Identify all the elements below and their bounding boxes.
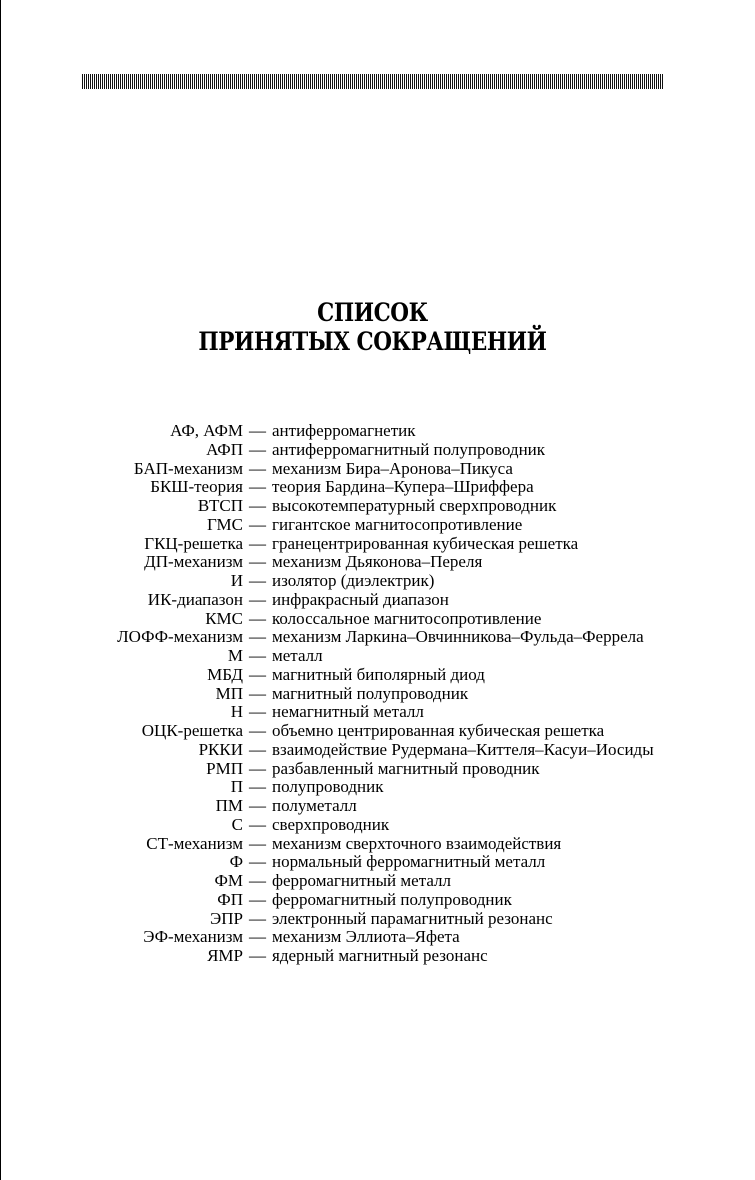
abbreviation-term: ПМ	[215, 796, 243, 815]
abbreviation-row	[0, 797, 755, 816]
abbreviation-dash: —	[249, 646, 266, 665]
abbreviation-dash: —	[249, 946, 266, 965]
abbreviation-dash: —	[249, 589, 266, 609]
abbreviation-definition: инфракрасный диапазон	[272, 589, 449, 609]
abbreviation-row	[0, 591, 755, 610]
abbreviation-term: БКШ-теория	[150, 477, 243, 497]
abbreviation-list	[0, 422, 755, 966]
abbreviation-term: МП	[215, 683, 243, 703]
abbreviation-row	[0, 872, 755, 891]
abbreviation-term: ЛОФФ-механизм	[117, 627, 243, 647]
abbreviation-dash: —	[249, 421, 266, 440]
abbreviation-row	[0, 422, 755, 441]
abbreviation-definition: механизм Ларкина–Овчинникова–Фульда–Феррела	[272, 627, 644, 647]
abbreviation-definition: электронный парамагнитный резонанс	[272, 908, 553, 928]
abbreviation-row	[0, 760, 755, 779]
abbreviation-definition: разбавленный магнитный проводник	[272, 758, 540, 778]
page-title	[52, 298, 693, 356]
abbreviation-definition: объемно центрированная кубическая решетка	[272, 721, 605, 740]
abbreviation-definition: ферромагнитный полупроводник	[272, 889, 512, 909]
abbreviation-definition: ядерный магнитный резонанс	[272, 946, 488, 965]
abbreviation-row	[0, 647, 755, 666]
abbreviation-row	[0, 835, 755, 854]
abbreviation-dash: —	[249, 777, 266, 797]
abbreviation-definition: магнитный биполярный диод	[272, 664, 485, 684]
abbreviation-row	[0, 891, 755, 910]
abbreviation-definition: ферромагнитный металл	[272, 871, 451, 890]
abbreviation-definition: металл	[272, 646, 323, 665]
abbreviation-dash: —	[249, 908, 266, 928]
abbreviation-dash: —	[249, 458, 266, 478]
abbreviation-dash: —	[249, 683, 266, 703]
abbreviation-definition: колоссальное магнитосопротивление	[272, 608, 542, 628]
abbreviation-definition: полуметалл	[272, 796, 357, 815]
abbreviation-definition: гигантское магнитосопротивление	[272, 514, 523, 534]
abbreviation-term: РККИ	[198, 739, 243, 759]
abbreviation-row	[0, 553, 755, 572]
page-title-line-1: СПИСОК	[317, 298, 428, 327]
abbreviation-dash: —	[249, 833, 266, 853]
abbreviation-term: Ф	[229, 852, 243, 872]
abbreviation-term: БАП-механизм	[133, 458, 243, 478]
abbreviation-term: АФП	[206, 439, 243, 459]
abbreviation-term: ФМ	[214, 871, 243, 890]
abbreviation-term: АФ, АФМ	[170, 421, 243, 440]
abbreviation-dash: —	[249, 496, 266, 515]
abbreviation-definition: сверхпроводник	[272, 814, 390, 834]
abbreviation-definition: взаимодействие Рудермана–Киттеля–Касуи–Иосиды	[272, 739, 654, 759]
abbreviation-row	[0, 460, 755, 479]
abbreviation-definition: антиферромагнитный полупроводник	[272, 439, 546, 459]
abbreviation-row	[0, 478, 755, 497]
abbreviation-term: ЭФ-механизм	[143, 927, 243, 947]
abbreviation-term: ЯМР	[207, 946, 243, 965]
abbreviation-term: ЭПР	[210, 908, 243, 928]
abbreviation-dash: —	[249, 814, 266, 834]
abbreviation-row	[0, 928, 755, 947]
abbreviation-term: Н	[230, 702, 243, 722]
abbreviation-row	[0, 816, 755, 835]
abbreviation-dash: —	[249, 477, 266, 497]
abbreviation-term: РМП	[206, 758, 243, 778]
abbreviation-definition: гранецентрированная кубическая решетка	[272, 533, 579, 553]
abbreviation-definition: механизм Дьяконова–Переля	[272, 552, 483, 572]
abbreviation-definition: высокотемпературный сверхпроводник	[272, 496, 557, 515]
abbreviation-dash: —	[249, 627, 266, 647]
abbreviation-term: М	[227, 646, 243, 665]
abbreviation-row	[0, 628, 755, 647]
abbreviation-row	[0, 572, 755, 591]
abbreviation-definition: антиферромагнетик	[272, 421, 416, 440]
abbreviation-dash: —	[249, 852, 266, 872]
abbreviation-term: ГКЦ-решетка	[144, 533, 243, 553]
abbreviation-dash: —	[249, 552, 266, 572]
abbreviation-row	[0, 910, 755, 929]
abbreviation-term: ВТСП	[197, 496, 243, 515]
abbreviation-definition: механизм сверхточного взаимодействия	[272, 833, 562, 853]
abbreviation-dash: —	[249, 664, 266, 684]
abbreviation-term: СТ-механизм	[146, 833, 243, 853]
abbreviation-dash: —	[249, 702, 266, 722]
abbreviation-term: ОЦК-решетка	[141, 721, 243, 740]
abbreviation-dash: —	[249, 927, 266, 947]
abbreviation-dash: —	[249, 533, 266, 553]
abbreviation-definition: теория Бардина–Купера–Шриффера	[272, 477, 534, 497]
abbreviation-dash: —	[249, 758, 266, 778]
abbreviation-definition: немагнитный металл	[272, 702, 424, 722]
abbreviation-dash: —	[249, 608, 266, 628]
abbreviation-dash: —	[249, 871, 266, 890]
abbreviation-dash: —	[249, 514, 266, 534]
abbreviation-term: И	[230, 571, 243, 590]
abbreviation-term: ИК-диапазон	[147, 589, 243, 609]
header-rule	[82, 74, 664, 89]
abbreviation-dash: —	[249, 721, 266, 740]
abbreviation-definition: магнитный полупроводник	[272, 683, 469, 703]
abbreviation-row	[0, 497, 755, 516]
abbreviation-row	[0, 610, 755, 629]
abbreviation-term: ГМС	[206, 514, 243, 534]
abbreviation-dash: —	[249, 739, 266, 759]
abbreviation-dash: —	[249, 439, 266, 459]
abbreviation-definition: изолятор (диэлектрик)	[272, 571, 435, 590]
abbreviation-definition: механизм Эллиота–Яфета	[272, 927, 460, 947]
abbreviation-row	[0, 853, 755, 872]
abbreviation-term: ДП-механизм	[144, 552, 243, 572]
abbreviation-term: ФП	[217, 889, 243, 909]
abbreviation-term: С	[231, 814, 243, 834]
abbreviation-row	[0, 516, 755, 535]
abbreviation-dash: —	[249, 796, 266, 815]
abbreviation-dash: —	[249, 889, 266, 909]
abbreviation-row	[0, 666, 755, 685]
abbreviation-term: П	[230, 777, 243, 797]
abbreviation-row	[0, 722, 755, 741]
abbreviation-row	[0, 703, 755, 722]
abbreviation-row	[0, 741, 755, 760]
abbreviation-dash: —	[249, 571, 266, 590]
abbreviation-definition: полупроводник	[272, 777, 384, 797]
abbreviation-row	[0, 685, 755, 704]
abbreviation-term: МБД	[207, 664, 243, 684]
abbreviation-row	[0, 778, 755, 797]
abbreviation-row	[0, 441, 755, 460]
abbreviation-row	[0, 947, 755, 966]
page-title-line-2: ПРИНЯТЫХ СОКРАЩЕНИЙ	[198, 327, 547, 356]
abbreviation-term: КМС	[205, 608, 243, 628]
abbreviation-row	[0, 535, 755, 554]
abbreviation-definition: механизм Бира–Аронова–Пикуса	[272, 458, 513, 478]
abbreviation-definition: нормальный ферромагнитный металл	[272, 852, 546, 872]
